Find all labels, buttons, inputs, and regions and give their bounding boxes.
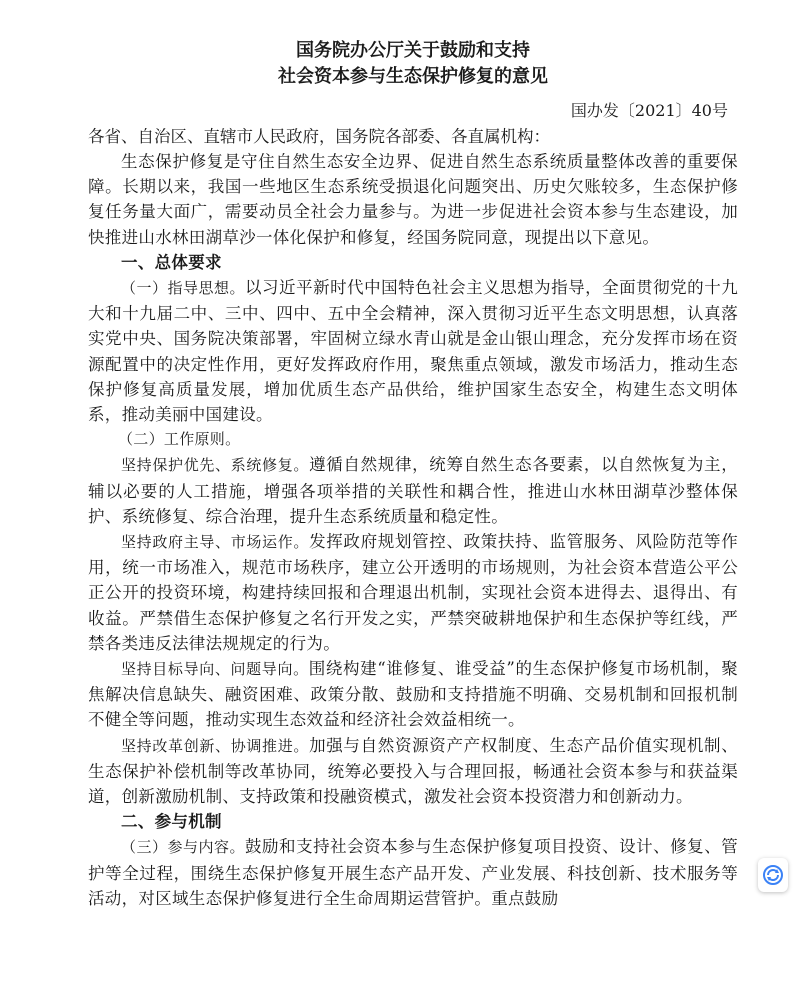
refresh-translate-icon <box>762 864 784 886</box>
paragraph-principle-4 <box>88 733 738 810</box>
document <box>88 38 738 911</box>
salutation: 各省、自治区、直辖市人民政府，国务院各部委、各直属机构： <box>88 127 550 146</box>
paragraph-lead: 坚持保护优先、系统修复。 <box>121 456 310 475</box>
paragraph-intro: 生态保护修复是守住自然生态安全边界、促进自然生态系统质量整体改善的重要保障。长期以来，我国一些地区生态系统受损退化问题突出、历史欠账较多，生态保护修复任务量大面广，需要动员全社会力量参与。为进一步促进社会资本参与生态建设，加快推进山水林田湖草沙一体化保护和修复，经国务院同意，现提出以下意见。 <box>88 152 738 247</box>
paragraph-lead: 坚持目标导向、问题导向。 <box>121 660 309 679</box>
paragraph-principle-2 <box>88 529 738 656</box>
title-line-1: 国务院办公厅关于鼓励和支持 <box>296 40 530 61</box>
paragraph-lead: （一）指导思想。 <box>121 279 246 298</box>
document-title <box>88 38 738 90</box>
paragraph-participation <box>88 834 738 911</box>
section-heading-1: 一、总体要求 <box>121 252 222 272</box>
paragraph-body: 鼓励和支持社会资本参与生态保护修复项目投资、设计、修复、管护等全过程，围绕生态保护修复开展生态产品开发、产业发展、科技创新、技术服务等活动，对区域生态保护修复进行全生命周期运营管护。重点鼓励 <box>88 837 738 908</box>
title-line-2: 社会资本参与生态保护修复的意见 <box>278 66 548 87</box>
paragraph-body: 遵循自然规律，统筹自然生态各要素，以自然恢复为主，辅以必要的人工措施，增强各项举措的关联性和耦合性，推进山水林田湖草沙整体保护、系统修复、综合治理，提升生态系统质量和稳定性。 <box>88 455 739 526</box>
paragraph-body: 加强与自然资源资产产权制度、生态产品价值实现机制、生态保护补偿机制等改革协同，统筹必要投入与合理回报，畅通社会资本参与和获益渠道，创新激励机制、支持政策和投融资模式，激发社会资本投资潜力和创新动力。 <box>88 735 739 807</box>
paragraph-principle-3 <box>88 656 738 733</box>
paragraph-body: 围绕构建“谁修复、谁受益”的生态保护修复市场机制，聚焦解决信息缺失、融资困难、政策分散、鼓励和支持措施不明确、交易机制和回报机制不健全等问题，推动实现生态效益和经济社会效益相统一。 <box>88 659 738 730</box>
document-number: 国办发〔2021〕40号 <box>570 101 728 120</box>
floating-action-button[interactable] <box>758 858 788 892</box>
paragraph-body: 发挥政府规划管控、政策扶持、监管服务、风险防范等作用，统一市场准入，规范市场秩序，建立公开透明的市场规则，为社会资本营造公平公正公开的投资环境，构建持续回报和合理退出机制，实现社会资本进得去、退得出、有收益。严禁借生态保护修复之名行开发之实，严禁突破耕地保护和生态保护等红线，严禁各类违反法律法规规定的行为。 <box>88 532 739 653</box>
paragraph-principle-1 <box>88 452 738 529</box>
subheading-principles: （二）工作原则。 <box>118 430 241 449</box>
section-heading-2: 二、参与机制 <box>121 812 222 832</box>
paragraph-lead: 坚持改革创新、协调推进。 <box>121 736 310 755</box>
paragraph-lead: 坚持政府主导、市场运作。 <box>121 533 310 552</box>
paragraph-guiding-thought <box>88 275 738 427</box>
paragraph-lead: （三）参与内容。 <box>121 838 246 857</box>
paragraph-body: 以习近平新时代中国特色社会主义思想为指导，全面贯彻党的十九大和十九届二中、三中、四中、五中全会精神，深入贯彻习近平生态文明思想，认真落实党中央、国务院决策部署，牢固树立绿水青山就是金山银山理念，充分发挥市场在资源配置中的决定性作用，更好发挥政府作用，聚焦重点领域，激发市场活力，推动生态保护修复高质量发展，增加优质生态产品供给，维护国家生态安全，构建生态文明体系，推动美丽中国建设。 <box>88 278 738 425</box>
